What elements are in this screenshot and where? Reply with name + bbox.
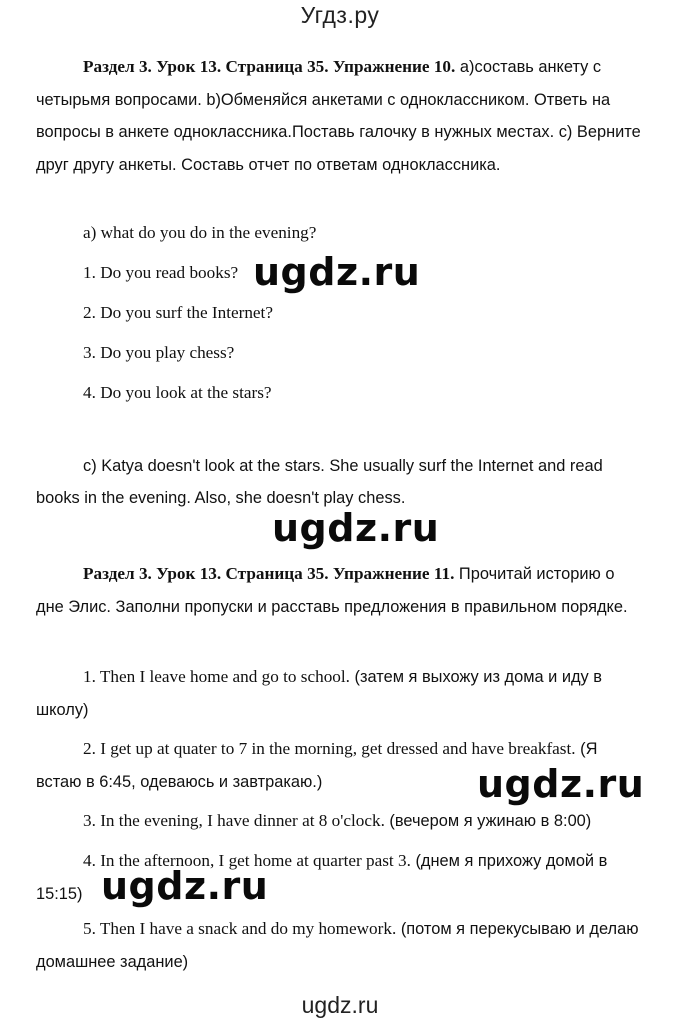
ex10-heading: Раздел 3. Урок 13. Страница 35. Упражнение 10. [83, 57, 456, 76]
ex11-task [36, 558, 644, 623]
ex11-item-1-ru: (затем я выхожу из дома и иду в школу) [36, 668, 603, 719]
ex11-item-4-ru: (днем я прихожу домой в 15:15) [36, 852, 608, 903]
watermark: ugdz.ru [101, 864, 269, 908]
ex11-item-3-en: 3. In the evening, I have dinner at 8 o'clock. [83, 811, 385, 830]
ex10-a-label: a) what do you do in the evening? [83, 223, 317, 242]
ex11-item-5-en: 5. Then I have a snack and do my homework. [83, 919, 397, 938]
ex10-question-2: 2. Do you surf the Internet? [83, 303, 273, 322]
watermark: ugdz.ru [477, 762, 645, 806]
ex11-heading: Раздел 3. Урок 13. Страница 35. Упражнение 11. [83, 564, 455, 583]
ex10-question-4: 4. Do you look at the stars? [83, 383, 272, 402]
ex11-item-3-ru: (вечером я ужинаю в 8:00) [384, 812, 592, 830]
ex11-task-text: Прочитай историю о дне Элис. Заполни пропуски и расставь предложения в правильном порядке. [36, 565, 628, 616]
ex11-item-4-en: 4. In the afternoon, I get home at quarter past 3. [83, 851, 411, 870]
ex10-question-3: 3. Do you play chess? [83, 343, 235, 362]
ex10-task-text: а)составь анкету с четырьмя вопросами. b)Обменяйся анкетами с одноклассником. Ответь на вопросы в анкете одноклассника.Поставь галочку в нужных местах. с) Верните друг другу анкеты. Составь отчет по ответам одноклассника. [36, 58, 641, 174]
ex11-item-3 [36, 805, 644, 838]
site-title: Угдз.ру [300, 2, 380, 28]
watermark: ugdz.ru [253, 250, 421, 294]
watermark: ugdz.ru [272, 506, 440, 550]
footer-site-name: ugdz.ru [301, 992, 379, 1018]
ex10-c-answer: c) Katya doesn't look at the stars. She usually surf the Internet and read books in the evening. Also, she doesn't play chess. [36, 457, 603, 507]
ex11-item-5-ru: (потом я перекусываю и делаю домашнее задание) [36, 920, 639, 971]
ex11-item-2-ru: (Я встаю в 6:45, одеваюсь и завтракаю.) [36, 740, 598, 791]
ex10-task [36, 51, 644, 181]
ex10-question-1: 1. Do you read books? [83, 263, 239, 282]
ex11-item-5 [36, 913, 644, 978]
ex11-item-2-en: 2. I get up at quater to 7 in the morning, get dressed and have breakfast. [83, 739, 576, 758]
ex11-item-1 [36, 661, 644, 726]
ex11-item-1-en: 1. Then I leave home and go to school. [83, 667, 350, 686]
